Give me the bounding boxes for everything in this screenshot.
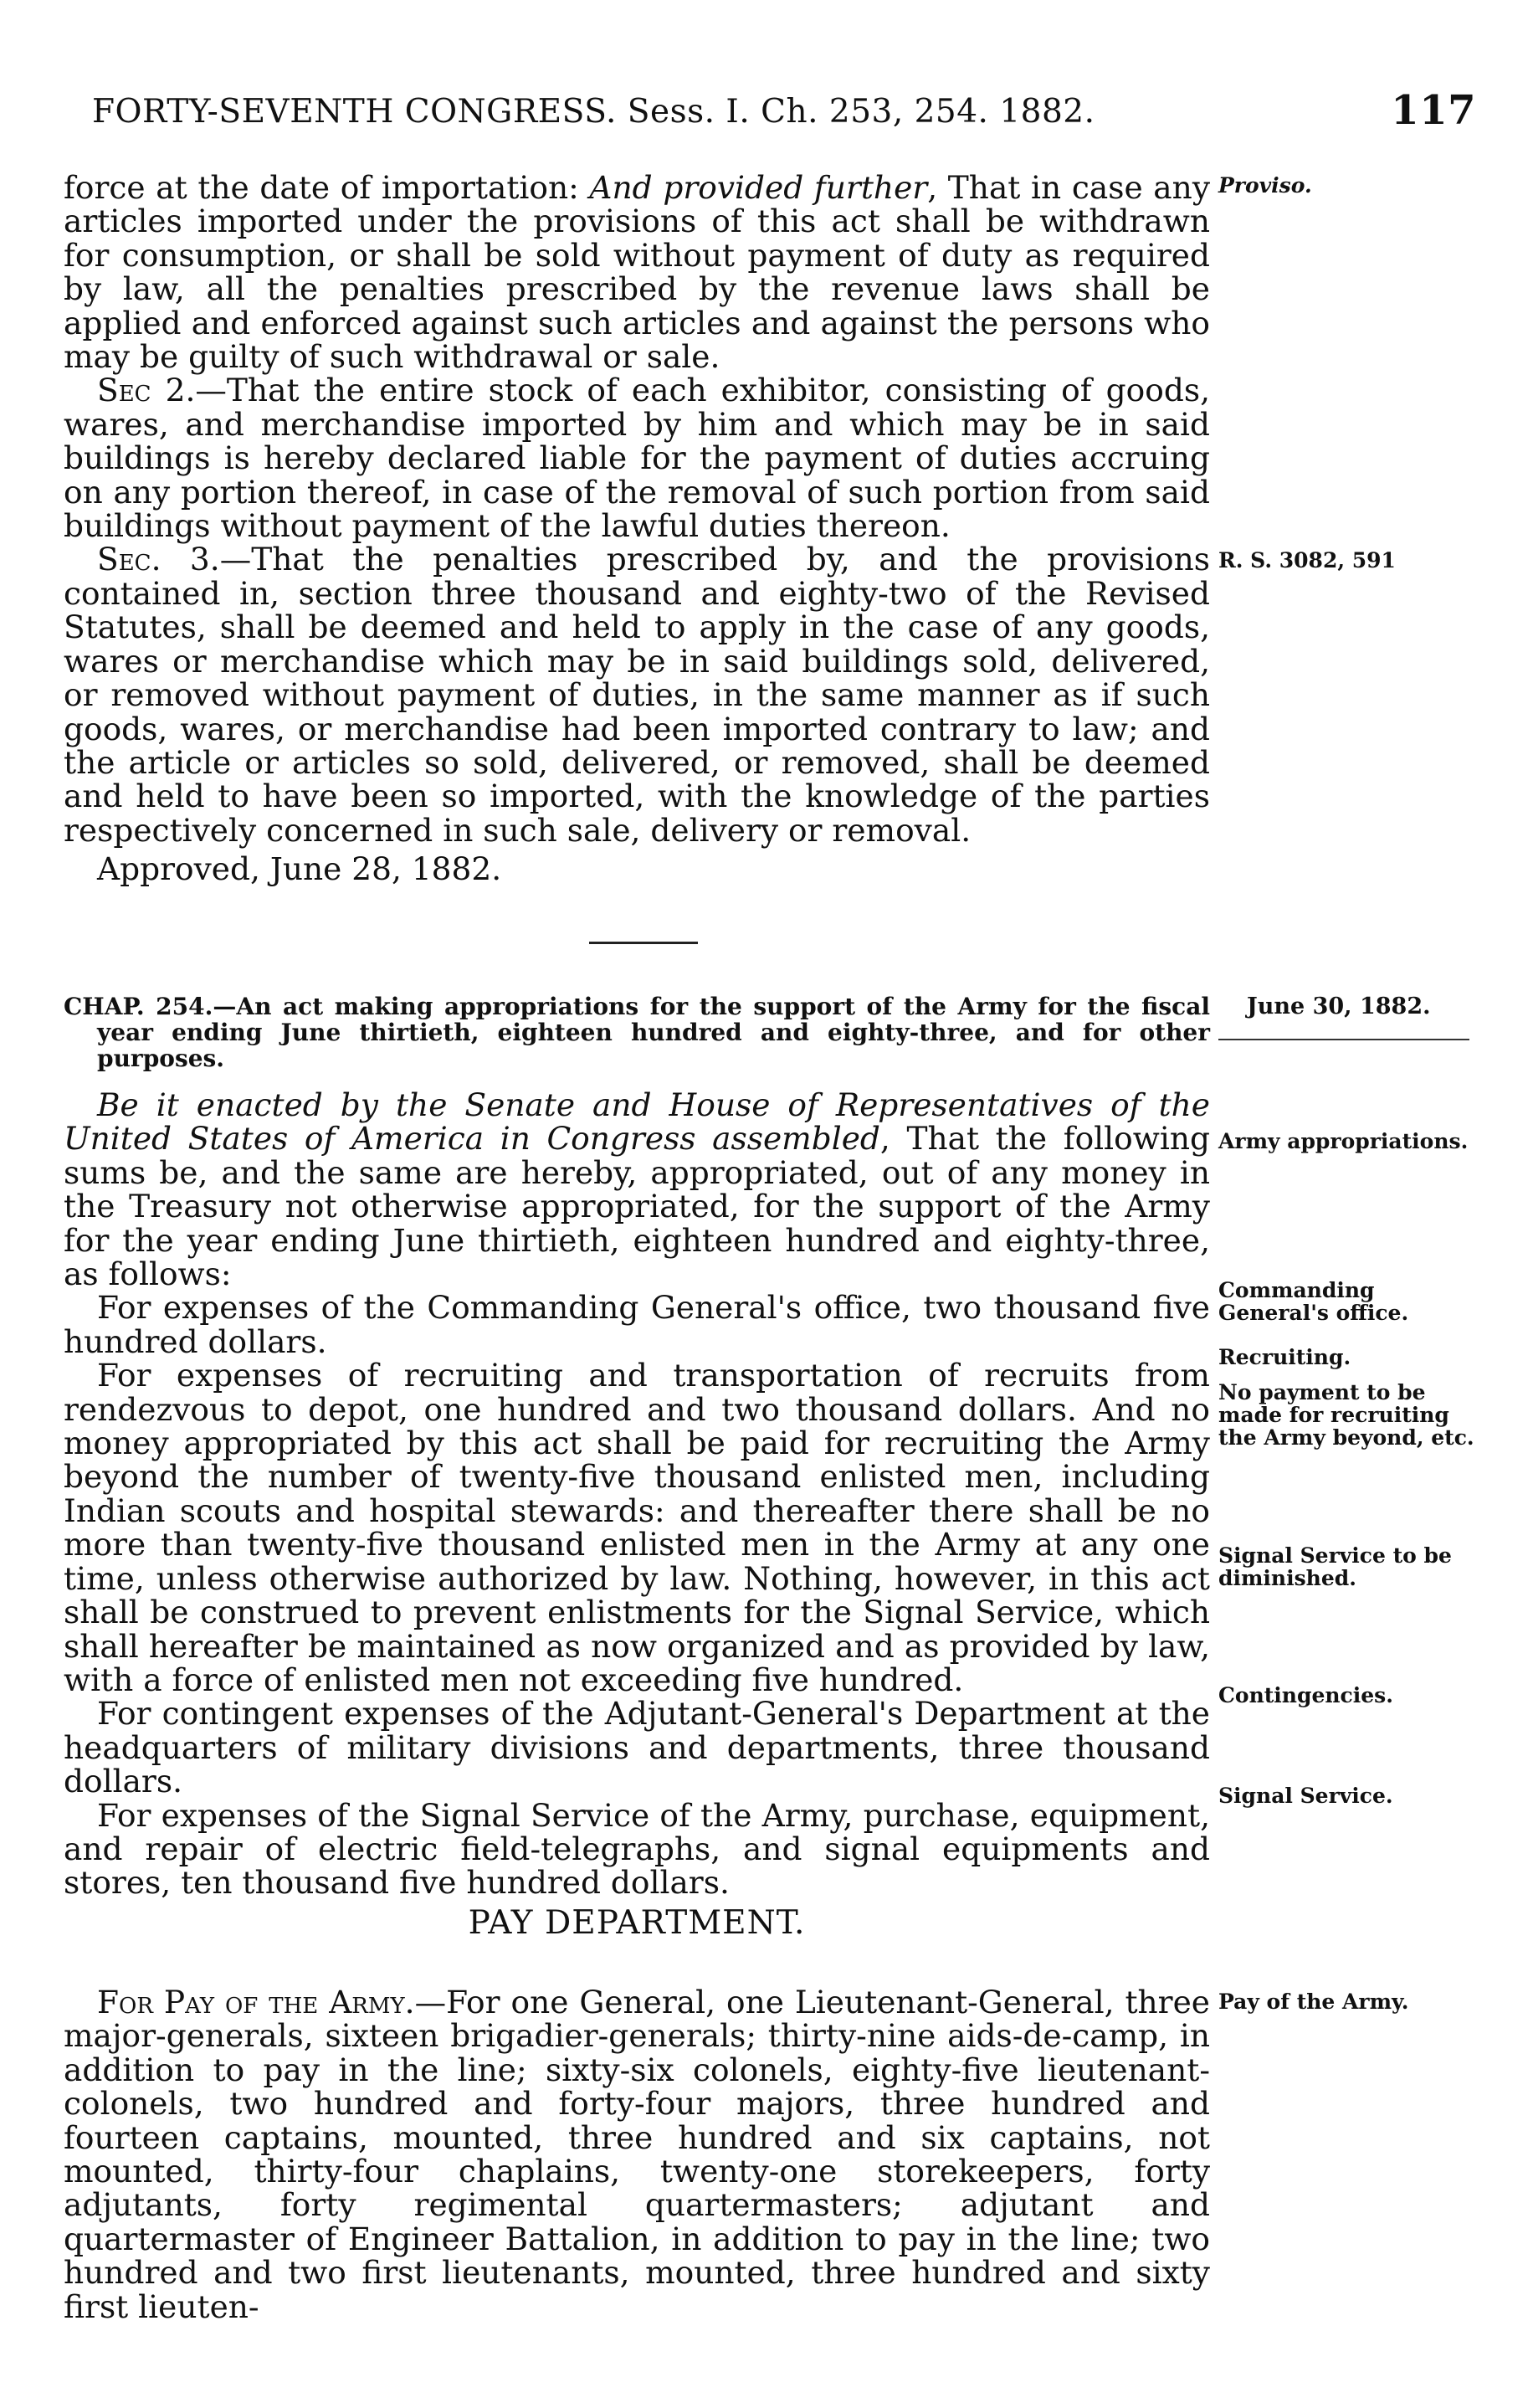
margin-note-signal-service: Signal Service.	[1218, 1784, 1393, 1808]
margin-note-signal-diminished: Signal Service to be diminished.	[1218, 1543, 1452, 1590]
running-head: FORTY-SEVENTH CONGRESS. Sess. I. Ch. 253, 254. 1882.	[92, 93, 1095, 131]
page-number: 117	[1391, 87, 1476, 134]
paragraph-commanding: For expenses of the Commanding General's office, two thousand five hundred dollars.	[64, 1289, 1210, 1360]
paragraph-proviso: force at the date of importation: And provided further, That in case any articles imported under the provisions of this act shall be withdrawn for consumption, or shall be sold without payment of duty as required by law, all the penalties prescribed by the revenue laws shall be applied and enforced against such articles and against the persons who may be guilty of such withdrawal or sale.	[64, 169, 1211, 376]
paragraph-recruiting: For expenses of recruiting and transportation of recruits from rendezvous to depot, one hundred and two thousand dollars. And no money appropriated by this act shall be paid for recruiting the Army beyond the number of twenty-five thousand enlisted men, including Indian scouts and hospital stewards: and thereafter there shall be no more than twenty-five thousand enlisted men in the Army at any one time, unless otherwise authorized by law. Nothing, however, in this act shall be construed to prevent enlistments for the Signal Service, which shall hereafter be maintained as now organized and as provided by law, with a force of enlisted men not exceeding five hundred.	[64, 1357, 1210, 1698]
margin-note-date: June 30, 1882.	[1247, 993, 1431, 1019]
chapter-label: CHAP. 254.	[64, 993, 213, 1020]
running-header	[92, 80, 1476, 134]
paragraph-contingent: For contingent expenses of the Adjutant-General's Department at the headquarters of military divisions and departments, three thousand dollars.	[64, 1695, 1210, 1800]
margin-note-proviso: Proviso.	[1218, 173, 1312, 198]
margin-note-recruiting: Recruiting.	[1218, 1345, 1351, 1369]
paragraph-pay-army: For Pay of the Army.—For one General, one Lieutenant-General, three major-generals, sixteen brigadier-generals; thirty-nine aids-de-camp, in addition to pay in the line; sixty-six colonels, eighty-five lieutenant-colonels, two hundred and forty-four majors, three hundred and fourteen captains, mounted, three hundred and six captains, not mounted, thirty-four chaplains, twenty-one storekeepers, forty adjutants, forty regimental quartermasters; adjutant and quartermaster of Engineer Battalion, in addition to pay in the line; two hundred and two first lieutenants, mounted, three hundred and sixty first lieuten-	[64, 1984, 1210, 2325]
section-divider	[589, 942, 698, 944]
section-body-pay	[64, 1985, 1210, 2323]
paragraph-sec2: Sec 2.—That the entire stock of each exhibitor, consisting of goods, wares, and merchandise imported by him and which may be in said buildings is hereby declared liable for the payment of duties accruing on any portion thereof, in case of the removal of such portion from said buildings without payment of the lawful duties thereon.	[64, 372, 1210, 545]
section-heading-pay-department: PAY DEPARTMENT.	[468, 1904, 806, 1942]
paragraph-signal: For expenses of the Signal Service of the Army, purchase, equipment, and repair of electric field-telegraphs, and signal equipments and stores, ten thousand five hundred dollars.	[64, 1796, 1210, 1902]
section-body-part1	[64, 171, 1210, 886]
margin-note-pay-army: Pay of the Army.	[1218, 1990, 1409, 2014]
margin-note-contingencies: Contingencies.	[1218, 1683, 1393, 1707]
chapter-heading	[64, 993, 1210, 1071]
margin-note-no-payment: No payment to be made for recruiting the Army beyond, etc.	[1218, 1380, 1474, 1450]
approved-line: Approved, June 28, 1882.	[97, 850, 502, 888]
paragraph-sec3: Sec. 3.—That the penalties prescribed by, and the provisions contained in, section three thousand and eighty-two of the Revised Statutes, shall be deemed and held to apply in the case of any goods, wares or merchandise which may be in said buildings sold, delivered, or removed without payment of duties, in the same manner as if such goods, wares, or merchandise had been imported contrary to law; and the article or articles so sold, delivered, or removed, shall be deemed and held to have been so imported, with the knowledge of the parties respectively concerned in such sale, delivery or removal.	[64, 541, 1211, 849]
enacting-clause: Be it enacted by the Senate and House of Representatives of the United States of America in Congress assembled, That the following sums be, and the same are hereby, appropriated, out of any money in the Treasury not otherwise appropriated, for the support of the Army for the year ending June thirtieth, eighteen hundred and eighty-three, as follows:	[64, 1086, 1210, 1293]
date-rule	[1218, 1039, 1469, 1040]
margin-note-rs: R. S. 3082, 591	[1218, 548, 1396, 572]
margin-note-commanding: Commanding General's office.	[1218, 1278, 1409, 1325]
chapter-title: —An act making appropriations for the support of the Army for the fiscal year ending June thirtieth, eighteen hundred and eighty-three, and for other purposes.	[97, 993, 1210, 1072]
section-body-part2	[64, 1088, 1210, 1900]
margin-note-army-appropriations: Army appropriations.	[1218, 1129, 1469, 1153]
